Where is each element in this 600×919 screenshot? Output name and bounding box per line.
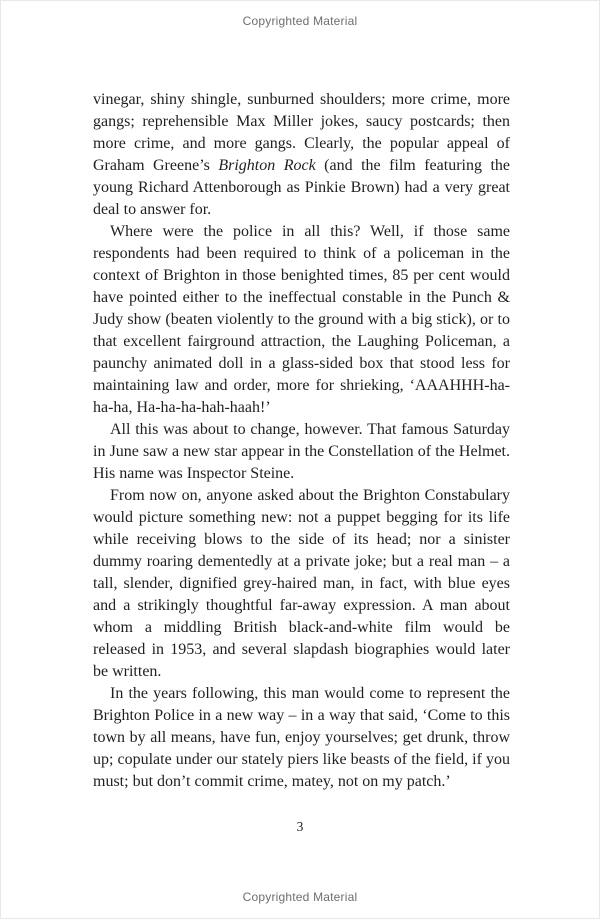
book-title-italic: Brighton Rock bbox=[218, 157, 316, 174]
text-run: vinegar, shiny shingle, sunburned shoulders; more crime, more gangs; reprehensible Max Miller jokes, saucy postcards; then more crime, and more gangs. Clearly, the popular appeal of Graham Greene’s bbox=[93, 91, 510, 174]
paragraph bbox=[93, 221, 510, 419]
paragraph bbox=[93, 485, 510, 683]
text-run: In the years following, this man would come to represent the Brighton Police in a new way – in a way that said, ‘Come to this town by all means, have fun, enjoy yourselves; get drunk, throw up; copulate under our stately piers like beasts of the field, if you must; but don’t commit crime, matey, not on my patch.’ bbox=[93, 685, 510, 790]
copyright-notice-bottom: Copyrighted Material bbox=[242, 890, 358, 904]
text-run: (and the film featuring the young Richard Attenborough as Pinkie Brown) had a very great deal to answer for. bbox=[93, 157, 510, 218]
copyright-notice-top: Copyrighted Material bbox=[242, 14, 358, 28]
text-run: All this was about to change, however. That famous Saturday in June saw a new star appear in the Constellation of the Helmet. His name was Inspector Steine. bbox=[93, 421, 510, 482]
text-run: From now on, anyone asked about the Brighton Constabulary would picture something new: not a puppet begging for its life while receiving blows to the side of its head; nor a sinister dummy roaring dementedly at a private joke; but a real man – a tall, slender, dignified grey-haired man, in fact, with blue eyes and a strikingly thoughtful far-away expression. A man about whom a middling British black-and-white film would be released in 1953, and several slapdash biographies would later be written. bbox=[93, 487, 510, 680]
paragraph bbox=[93, 89, 510, 221]
page-text bbox=[93, 89, 510, 793]
text-run: Where were the police in all this? Well, if those same respondents had been required to think of a policeman in the context of Brighton in those benighted times, 85 per cent would have pointed either to the ineffectual constable in the Punch & Judy show (beaten violently to the ground with a big stick), or to that excellent fairground attraction, the Laughing Policeman, a paunchy animated doll in a glass-sided box that stood less for maintaining law and order, more for shrieking, ‘AAAHHH-ha-ha-ha, Ha-ha-ha-hah-haah!’ bbox=[93, 223, 510, 416]
paragraph bbox=[93, 419, 510, 485]
paragraph bbox=[93, 683, 510, 793]
page-number: 3 bbox=[296, 819, 304, 834]
